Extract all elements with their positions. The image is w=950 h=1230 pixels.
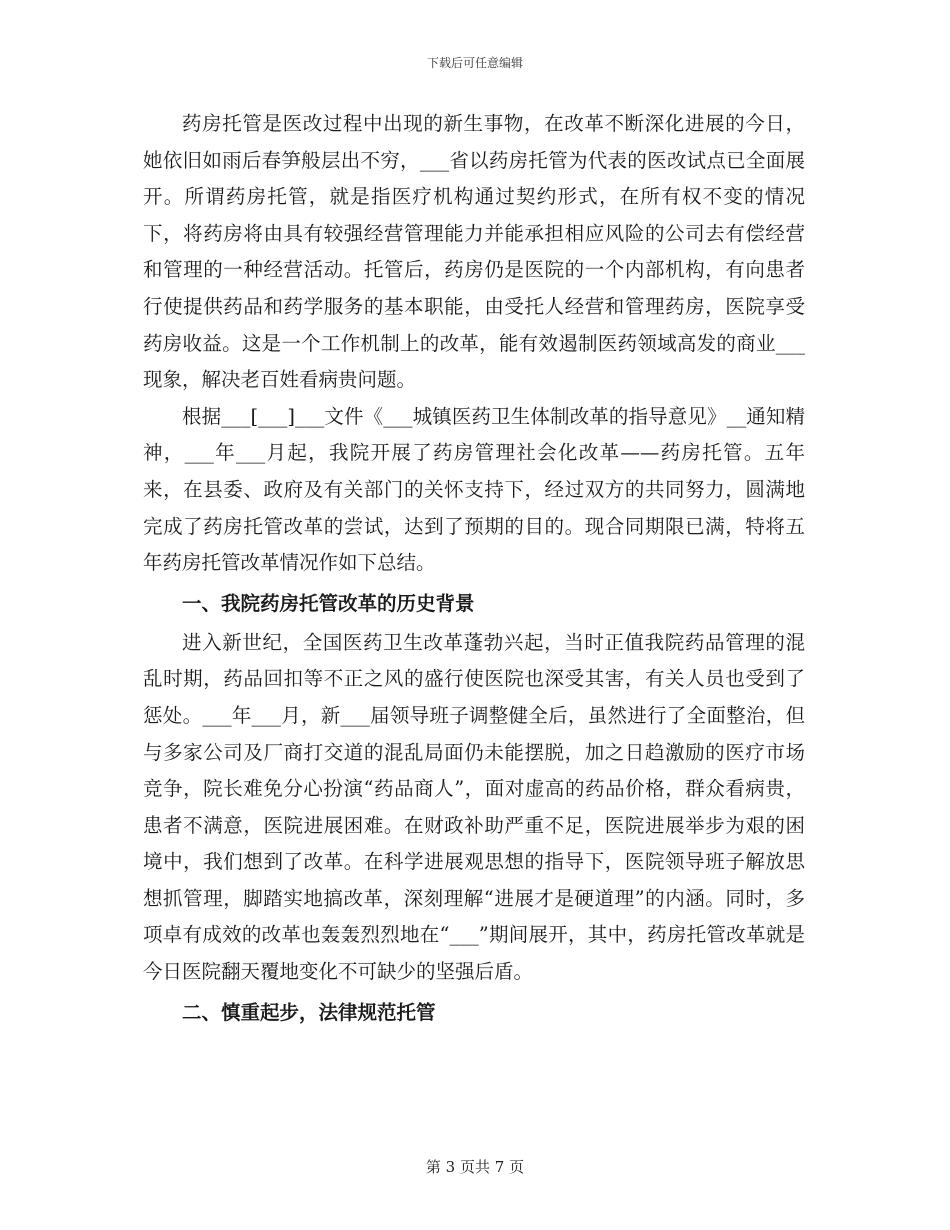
paragraph-basis: 根据___[___]___文件《___城镇医药卫生体制改革的指导意见》__通知精神，___年___月起，我院开展了药房管理社会化改革——药房托管。五年来，在县委、政府及有关部门的关怀支持下，经过双方的共同努力，圆满地完成了药房托管改革的尝试，达到了预期的目的。现合同期限已满，特将五年药房托管改革情况作如下总结。 — [143, 404, 805, 575]
section-heading-steps: 二、慎重起步，法律规范托管 — [182, 1000, 436, 1024]
paragraph-intro: 药房托管是医改过程中出现的新生事物，在改革不断深化进展的今日，她依旧如雨后春笋般层出不穷，___省以药房托管为代表的医改试点已全面展开。所谓药房托管，就是指医疗机构通过契约形式，在所有权不变的情况下，将药房将由具有较强经营管理能力并能承担相应风险的公司去有偿经营和管理的一种经营活动。托管后，药房仍是医院的一个内部机构，有向患者行使提供药品和药学服务的基本职能，由受托人经营和管理药房，医院享受药房收益。这是一个工作机制上的改革，能有效遏制医药领域高发的商业___现象，解决老百姓看病贵问题。 — [143, 112, 805, 392]
document-body — [143, 106, 805, 1034]
paragraph-background: 进入新世纪，全国医药卫生改革蓬勃兴起，当时正值我院药品管理的混乱时期，药品回扣等不正之风的盛行使医院也深受其害，有关人员也受到了惩处。___年___月，新___届领导班子调整健全后，虽然进行了全面整治，但与多家公司及厂商打交道的混乱局面仍未能摆脱，加之日趋激励的医疗市场竞争，院长难免分心扮演“药品商人”，面对虚高的药品价格，群众看病贵，患者不满意，医院进展困难。在财政补助严重不足，医院进展举步为艰的困境中，我们想到了改革。在科学进展观思想的指导下，医院领导班子解放思想抓管理，脚踏实地搞改革，深刻理解“进展才是硬道理”的内涵。同时，多项卓有成效的改革也轰轰烈烈地在“___”期间展开，其中，药房托管改革就是今日医院翻天覆地变化不可缺少的坚强后盾。 — [143, 630, 805, 984]
page-header: 下载后可任意编辑 — [426, 56, 523, 70]
page-number: 第 3 页共 7 页 — [425, 1158, 525, 1176]
section-heading-background: 一、我院药房托管改革的历史背景 — [182, 591, 475, 615]
